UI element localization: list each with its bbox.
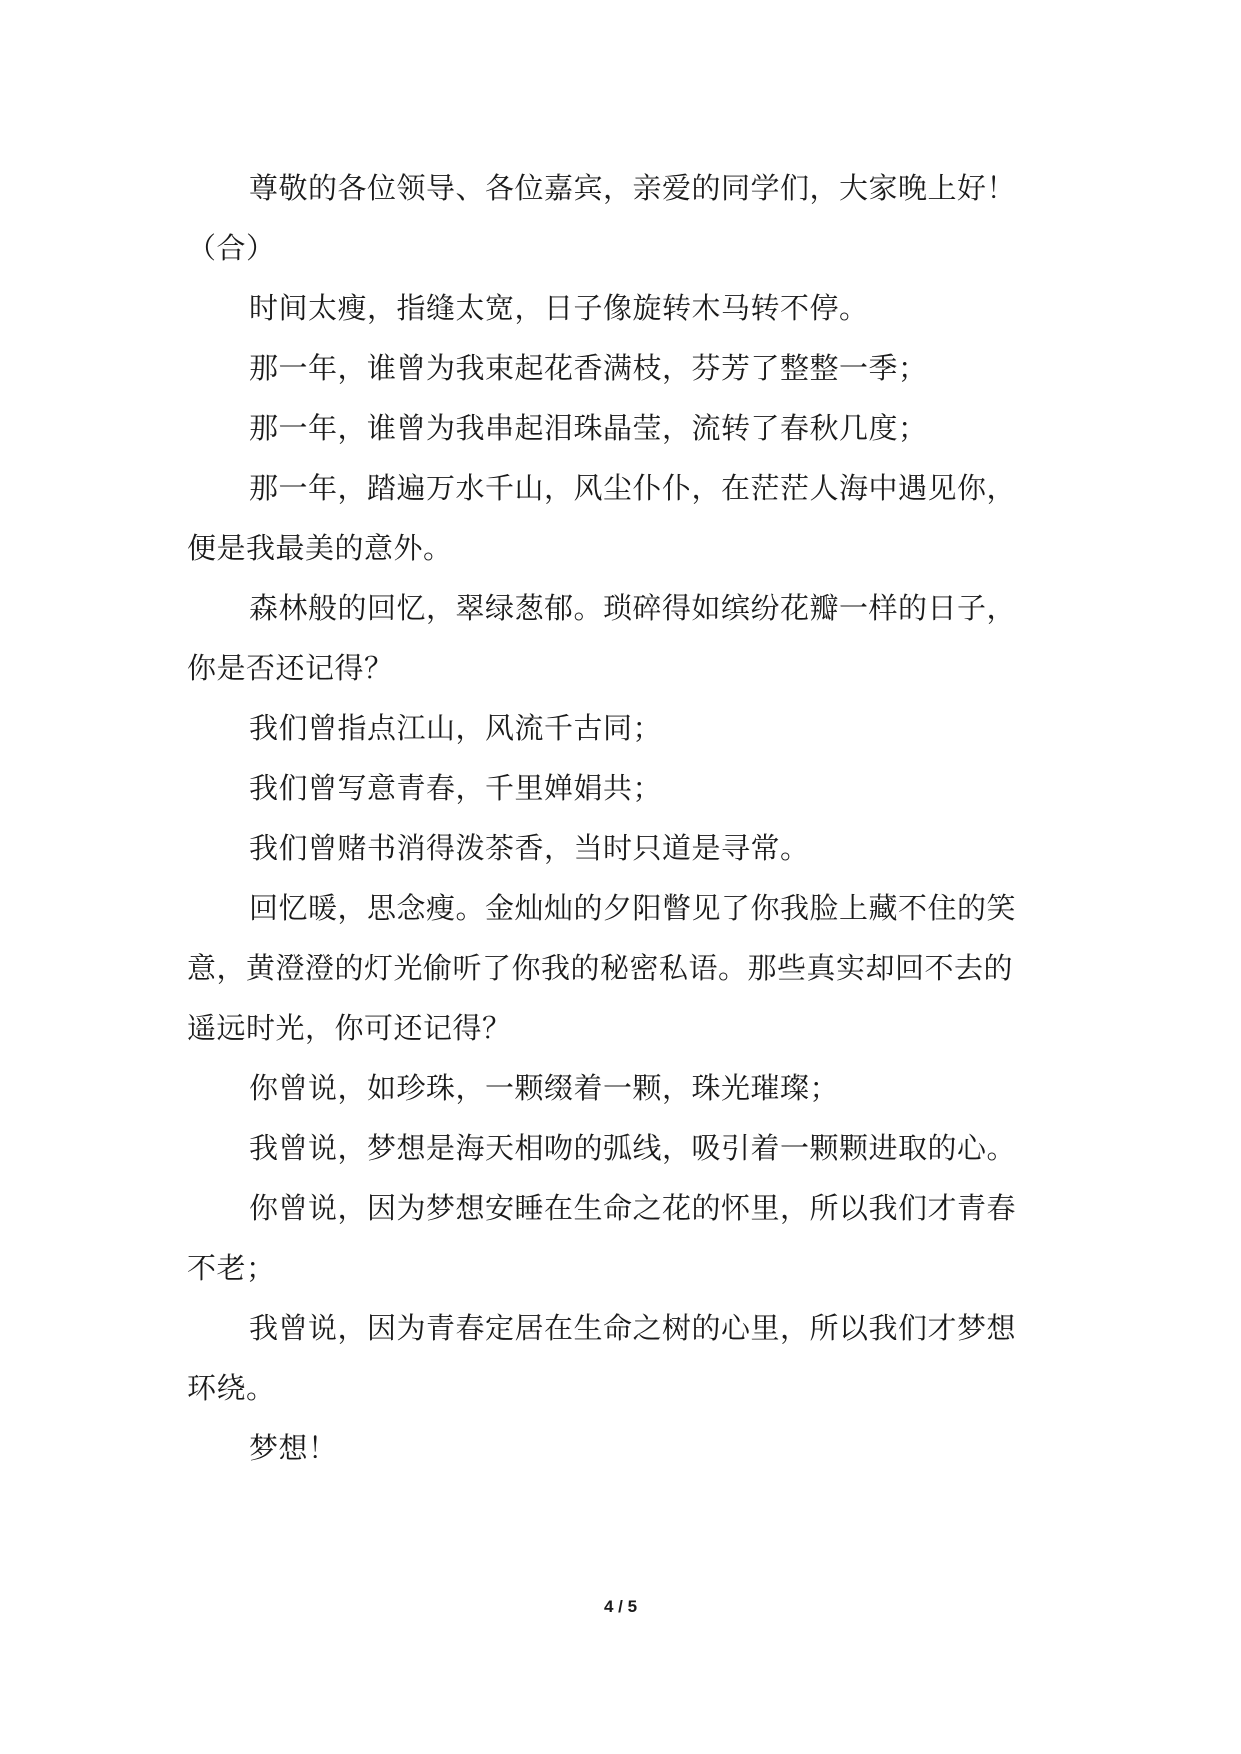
text-line: （合） [187, 231, 276, 265]
text-line: 森林般的回忆，翠绿葱郁。琐碎得如缤纷花瓣一样的日子， [249, 591, 1017, 625]
text-line: 我曾说，因为青春定居在生命之树的心里，所以我们才梦想 [249, 1311, 1017, 1345]
text-line: 你是否还记得？ [187, 651, 394, 685]
text-line: 我们曾写意青春，千里婵娟共； [249, 771, 663, 805]
text-line: 便是我最美的意外。 [187, 531, 453, 565]
text-line: 那一年，谁曾为我束起花香满枝，芬芳了整整一季； [249, 351, 928, 385]
text-line: 你曾说，如珍珠，一颗缀着一颗，珠光璀璨； [249, 1071, 840, 1105]
document-body [187, 158, 1067, 1478]
text-line: 环绕。 [187, 1371, 276, 1405]
text-line: 我们曾指点江山，风流千古同； [249, 711, 663, 745]
text-line: 不老； [187, 1251, 276, 1285]
text-line: 我们曾赌书消得泼茶香，当时只道是寻常。 [249, 831, 810, 865]
page-number: 4 / 5 [603, 1597, 638, 1616]
text-line: 梦想！ [249, 1431, 338, 1465]
text-line: 那一年，踏遍万水千山，风尘仆仆，在茫茫人海中遇见你， [249, 471, 1017, 505]
text-line: 时间太瘦，指缝太宽，日子像旋转木马转不停。 [249, 291, 869, 325]
text-line: 遥远时光，你可还记得？ [187, 1011, 512, 1045]
text-line: 意，黄澄澄的灯光偷听了你我的秘密私语。那些真实却回不去的 [187, 951, 1014, 985]
text-line: 我曾说，梦想是海天相吻的弧线，吸引着一颗颗进取的心。 [249, 1131, 1017, 1165]
text-line: 那一年，谁曾为我串起泪珠晶莹，流转了春秋几度； [249, 411, 928, 445]
text-line: 你曾说，因为梦想安睡在生命之花的怀里，所以我们才青春 [249, 1191, 1017, 1225]
text-line: 回忆暖，思念瘦。金灿灿的夕阳瞥见了你我脸上藏不住的笑 [249, 891, 1017, 925]
text-line: 尊敬的各位领导、各位嘉宾，亲爱的同学们，大家晚上好！ [249, 171, 1017, 205]
